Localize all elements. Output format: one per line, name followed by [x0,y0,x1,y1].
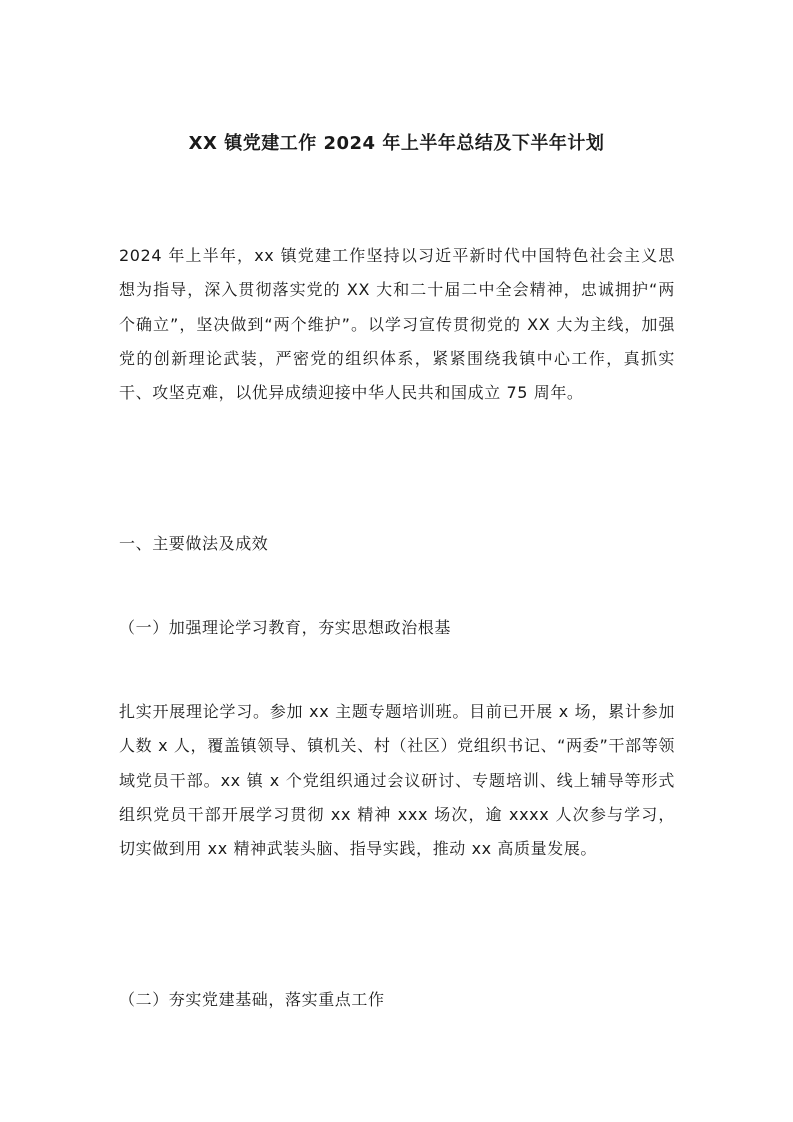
theory-study-paragraph: 扎实开展理论学习。参加 xx 主题专题培训班。目前已开展 x 场，累计参加人数 x 人，覆盖镇领导、镇机关、村（社区）党组织书记、“两委”干部等领域党员干部。xx 镇 x 个党组织通过会议研讨、专题培训、线上辅导等形式组织党员干部开展学习贯彻 xx 精神 xxx 场次，逾 xxxx 人次参与学习，切实做到用 xx 精神武装头脑、指导实践，推动 xx 高质量发展。 [119,702,675,859]
intro-paragraph: 2024 年上半年，xx 镇党建工作坚持以习近平新时代中国特色社会主义思想为指导，深入贯彻落实党的 XX 大和二十届二中全会精神，忠诚拥护“两个确立”，坚决做到“两个维护”。以学习宣传贯彻党的 XX 大为主线，加强党的创新理论武装，严密党的组织体系，紧紧围绕我镇中心工作，真抓实干、攻坚克难，以优异成绩迎接中华人民共和国成立 75 周年。 [119,246,675,403]
section-heading-main-practices: 一、主要做法及成效 [119,534,269,553]
document-title: XX 镇党建工作 2024 年上半年总结及下半年计划 [188,133,605,154]
subsection-heading-party-building: （二）夯实党建基础，落实重点工作 [119,990,385,1009]
subsection-heading-theory-study: （一）加强理论学习教育，夯实思想政治根基 [119,618,452,637]
